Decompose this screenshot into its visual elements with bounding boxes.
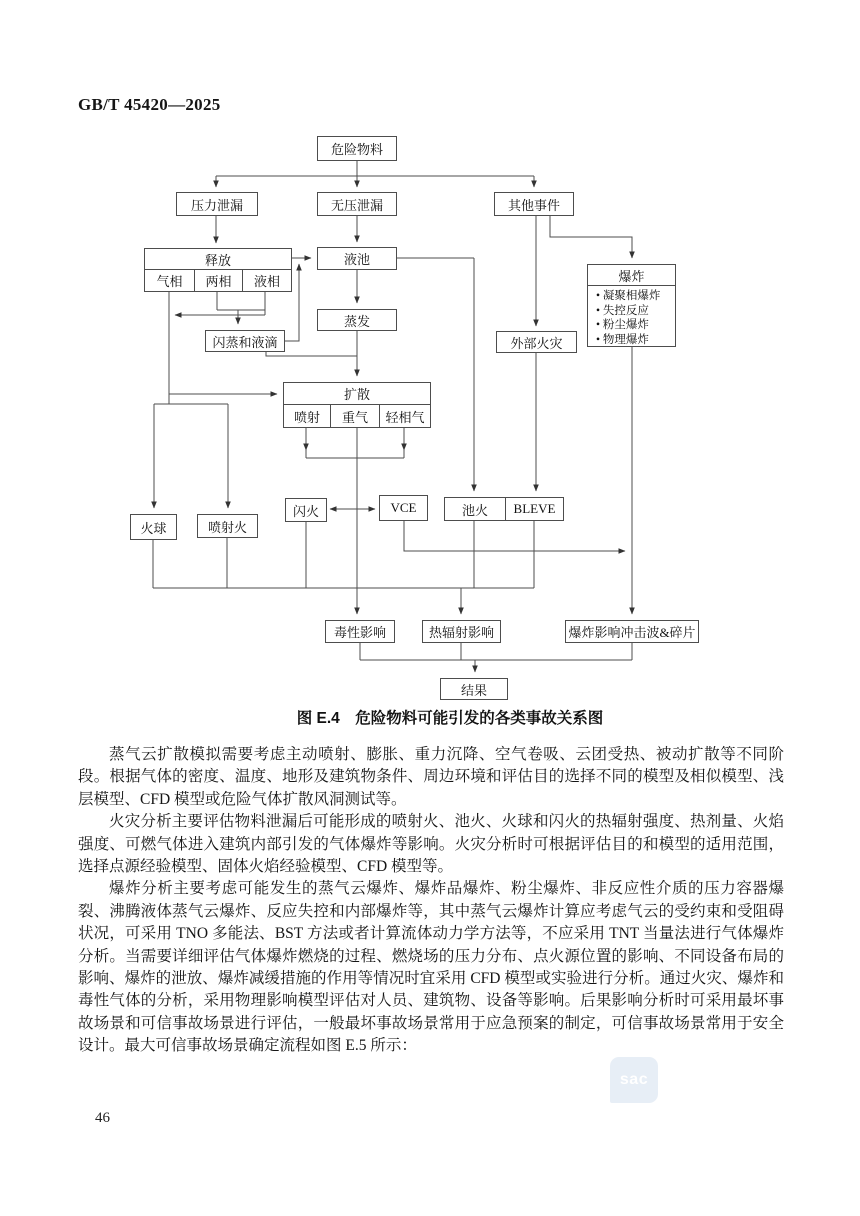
node-unpressurized-leak: 无压泄漏 bbox=[317, 192, 397, 216]
node-hazardous-material: 危险物料 bbox=[317, 136, 397, 161]
release-phases-row bbox=[145, 270, 291, 291]
node-pressure-leak: 压力泄漏 bbox=[176, 192, 258, 216]
node-external-fire: 外部火灾 bbox=[496, 331, 577, 353]
body-text bbox=[78, 744, 784, 1058]
node-other-events: 其他事件 bbox=[494, 192, 574, 216]
node-blast-fragment-effect: 爆炸影响冲击波&碎片 bbox=[565, 620, 699, 643]
node-explosion: 爆炸 bbox=[588, 265, 675, 286]
node-fireball: 火球 bbox=[130, 514, 177, 540]
node-evaporation: 蒸发 bbox=[317, 309, 397, 331]
paragraph-explosion-analysis: 爆炸分析主要考虑可能发生的蒸气云爆炸、爆炸品爆炸、粉尘爆炸、非反应性介质的压力容器爆裂、沸腾液体蒸气云爆炸、反应失控和内部爆炸等，其中蒸气云爆炸计算应考虑气云的受约束和受阻碍状况，可采用 TNO 多能法、BST 方法或者计算流体动力学方法等，不应采用 TNT 当量法进行气体爆炸分析。当需要详细评估气体爆炸燃烧的过程、燃烧场的压力分布、点火源位置的影响、不同设备布局的影响、爆炸的泄放、爆炸减缓措施的作用等情况时宜采用 CFD 模型或实验进行分析。通过火灾、爆炸和毒性气体的分析，采用物理影响模型评估对人员、建筑物、设备等影响。后果影响分析时可采用最坏事故场景和可信事故场景进行评估，一般最坏事故场景常用于应急预案的制定，可信事故场景常用于安全设计。最大可信事故场景确定流程如图 E.5 所示： bbox=[78, 880, 784, 1055]
standard-number: GB/T 45420—2025 bbox=[78, 95, 221, 114]
node-liquid-pool: 液池 bbox=[317, 247, 397, 270]
watermark-text: sac bbox=[619, 1071, 649, 1088]
paragraph-fire-analysis: 火灾分析主要评估物料泄漏后可能形成的喷射火、池火、火球和闪火的热辐射强度、热剂量、火焰强度、可燃气体进入建筑内部引发的气体爆炸等影响。火灾分析时可根据评估目的和模型的适用范围，选择点源经验模型、固体火焰经验模型、CFD 模型等。 bbox=[78, 813, 784, 876]
node-dispersion-group bbox=[283, 382, 431, 428]
node-release-group bbox=[144, 248, 292, 292]
node-poolfire-bleve-group bbox=[444, 497, 564, 521]
list-item: • 失控反应 bbox=[596, 304, 673, 319]
node-vce: VCE bbox=[379, 495, 428, 521]
poolfire-bleve-row bbox=[445, 498, 563, 520]
node-toxic-effect: 毒性影响 bbox=[325, 620, 395, 643]
node-jet-fire: 喷射火 bbox=[197, 514, 258, 538]
sac-watermark-logo bbox=[610, 1057, 658, 1103]
node-two-phase: 两相 bbox=[194, 270, 242, 291]
node-explosion-group bbox=[587, 264, 676, 347]
node-bleve: BLEVE bbox=[505, 498, 563, 520]
node-dispersion: 扩散 bbox=[284, 383, 430, 405]
paragraph-vapor-cloud-dispersion: 蒸气云扩散模拟需要考虑主动喷射、膨胀、重力沉降、空气卷吸、云团受热、被动扩散等不同阶段。根据气体的密度、温度、地形及建筑物条件、周边环境和评估目的选择不同的模型及相似模型、浅层模型、CFD 模型或危险气体扩散风洞测试等。 bbox=[78, 746, 784, 808]
node-result: 结果 bbox=[440, 678, 508, 700]
node-jet: 喷射 bbox=[293, 409, 320, 425]
node-flash-and-droplets: 闪蒸和液滴 bbox=[205, 330, 285, 352]
dispersion-modes-row bbox=[284, 405, 430, 427]
page-number: 46 bbox=[95, 1110, 110, 1126]
list-item: • 粉尘爆炸 bbox=[596, 318, 673, 333]
explosion-types-list bbox=[588, 289, 675, 347]
node-light-gas: 轻相气 bbox=[379, 405, 430, 427]
node-release: 释放 bbox=[145, 249, 291, 270]
node-pool-fire: 池火 bbox=[461, 502, 488, 518]
figure-caption: 图 E.4 危险物料可能引发的各类事故关系图 bbox=[296, 710, 604, 727]
node-gas-phase: 气相 bbox=[156, 274, 183, 289]
list-item: • 物理爆炸 bbox=[596, 333, 673, 348]
node-heavy-gas: 重气 bbox=[330, 405, 379, 427]
list-item: • 凝聚相爆炸 bbox=[596, 289, 673, 304]
node-flash-fire: 闪火 bbox=[285, 498, 327, 522]
node-thermal-radiation-effect: 热辐射影响 bbox=[422, 620, 501, 643]
node-liquid-phase: 液相 bbox=[242, 270, 291, 291]
